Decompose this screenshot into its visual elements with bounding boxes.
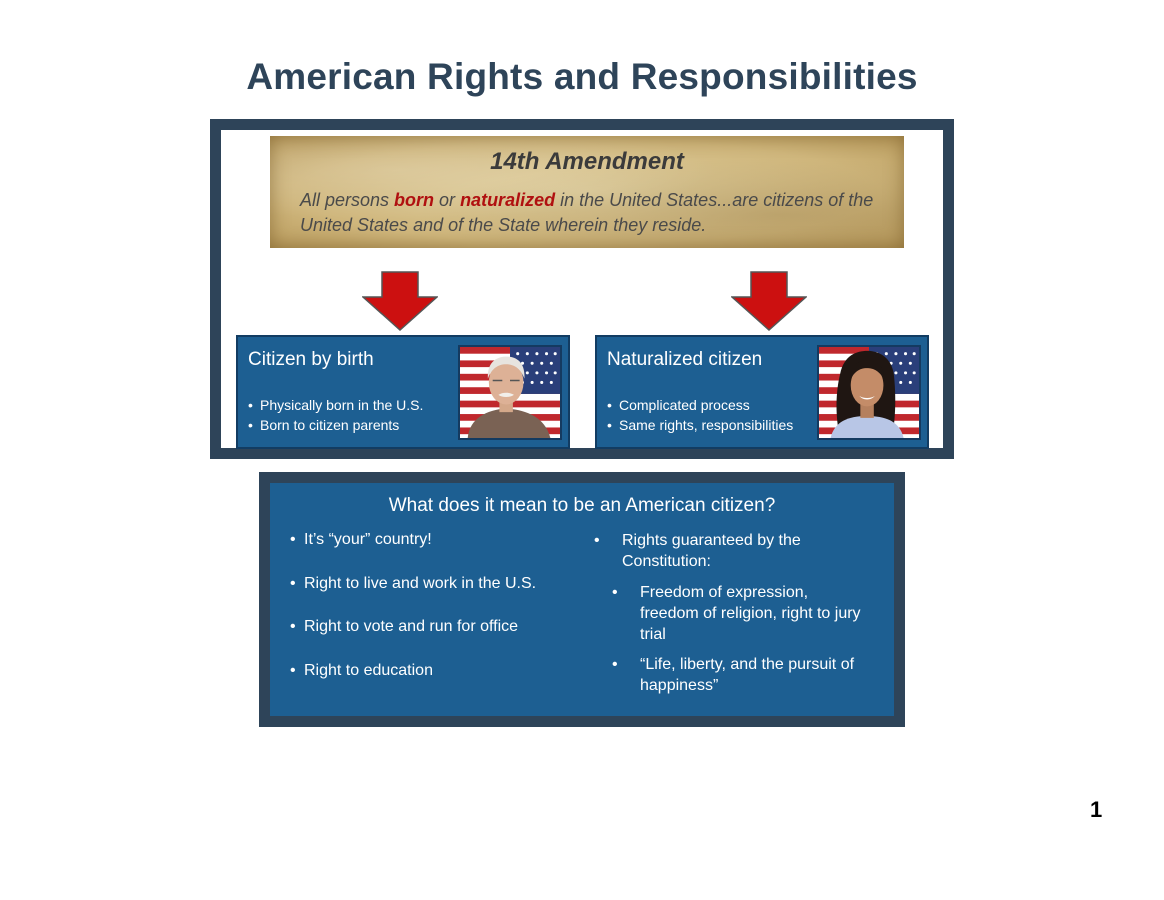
amendment-text-start: All persons	[300, 190, 395, 210]
amendment-title: 14th Amendment	[490, 148, 684, 175]
list-item: • Complicated process	[607, 395, 793, 415]
panel-question: What does it mean to be an American citizen?	[388, 495, 776, 516]
list-item: • Born to citizen parents	[248, 415, 423, 435]
list-item: • It’s “your” country!	[290, 530, 536, 574]
citizen-meaning-panel	[259, 472, 905, 727]
list-item: • Same rights, responsibilities	[607, 415, 793, 435]
citizen-by-birth-list	[248, 395, 423, 435]
list-item	[608, 530, 868, 696]
down-arrow-icon	[362, 271, 438, 331]
citizen-by-birth-title: Citizen by birth	[248, 349, 374, 370]
amendment-text-end: in the United States...are citizens of the United States and of the State wherein they reside.	[300, 190, 874, 235]
list-item: • Right to vote and run for office	[290, 617, 536, 661]
list-item: • “Life, liberty, and the pursuit of happiness”	[626, 654, 866, 696]
list-item: • Right to education	[290, 661, 536, 705]
amendment-text-middle: or	[434, 190, 461, 210]
amendment-highlight-naturalized: naturalized	[460, 190, 556, 210]
page-number: 1	[1090, 797, 1103, 822]
naturalized-citizen-title: Naturalized citizen	[607, 349, 763, 370]
down-arrow-icon	[731, 271, 807, 331]
constitution-rights-heading: Rights guaranteed by the Constitution:	[622, 532, 801, 570]
amendment-parchment	[270, 136, 904, 248]
citizen-by-birth-box	[236, 335, 570, 449]
naturalized-citizen-list	[607, 395, 793, 435]
young-woman-flag-portrait	[817, 345, 921, 440]
amendment-highlight-born: born	[394, 190, 435, 210]
page-title: American Rights and Responsibilities	[246, 56, 918, 97]
constitution-rights-sublist	[626, 582, 866, 696]
list-item: • Right to live and work in the U.S.	[290, 574, 536, 618]
list-item: • Physically born in the U.S.	[248, 395, 423, 415]
rights-list-right	[608, 530, 868, 705]
amendment-text	[300, 188, 900, 238]
naturalized-citizen-box	[595, 335, 929, 449]
list-item: • Freedom of expression, freedom of religion, right to jury trial	[626, 582, 866, 645]
older-man-flag-portrait	[458, 345, 562, 440]
citizenship-overview-panel	[210, 119, 954, 459]
rights-list-left	[290, 530, 536, 704]
